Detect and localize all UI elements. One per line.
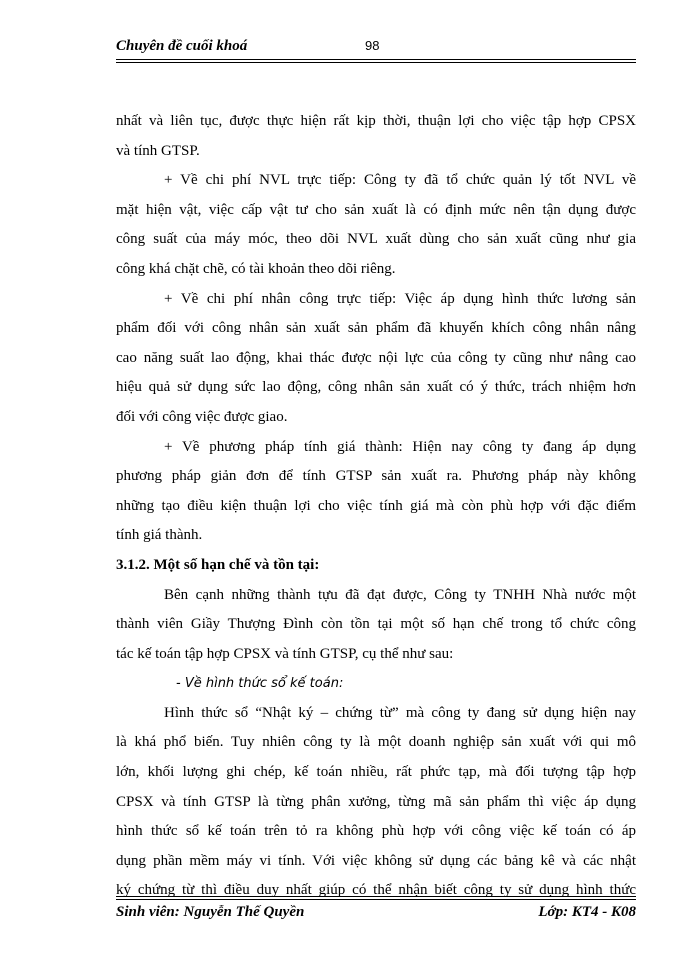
text-line: phẩm đối với công nhân sản xuất sản phẩm đã khuyến khích công nhân nâng [116,320,636,337]
text-line: dụng phần mềm máy vi tính. Với việc không sử dụng các bảng kê và các nhật [116,852,636,869]
class-code: Lớp: KT4 - K08 [538,904,636,920]
section-heading: 3.1.2. Một số hạn chế và tồn tại: [116,556,320,573]
text-line: phương pháp giản đơn để tính GTSP sản xuất ra. Phương pháp này không [116,468,636,485]
text-line: là khá phổ biến. Tuy nhiên công ty là một doanh nghiệp sản xuất với qui mô [116,734,636,751]
footer-divider [116,896,636,900]
text-line: Hình thức sổ “Nhật ký – chứng từ” mà công ty đang sử dụng hiện nay [164,704,636,721]
text-line: và tính GTSP. [116,142,200,159]
header-divider [116,59,636,63]
text-line: + Về chi phí nhân công trực tiếp: Việc áp dụng hình thức lương sản [164,290,636,307]
text-line: cao năng suất lao động, khai thác được nội lực của công ty cũng như nâng cao [116,349,636,366]
document-title: Chuyên đề cuối khoá [116,38,248,54]
text-line: + Về chi phí NVL trực tiếp: Công ty đã tổ chức quản lý tốt NVL về [164,172,636,189]
subsection-heading: - Về hình thức sổ kế toán: [176,676,344,692]
text-line: thành viên Giầy Thượng Đình còn tồn tại một số hạn chế trong tổ chức công [116,616,636,633]
page-number: 98 [365,38,380,53]
text-line: những tạo điều kiện thuận lợi cho việc tính giá mà còn phù hợp với đặc điểm [116,497,636,514]
text-line: lớn, khối lượng ghi chép, kế toán nhiều, rất phức tạp, mà đối tượng tập hợp [116,764,636,781]
text-line: nhất và liên tục, được thực hiện rất kịp thời, thuận lợi cho việc tập hợp CPSX [116,113,636,129]
text-line: Bên cạnh những thành tựu đã đạt được, Công ty TNHH Nhà nước một [164,586,636,603]
text-line: tác kế toán tập hợp CPSX và tính GTSP, cụ thể như sau: [116,645,454,662]
text-line: mặt hiện vật, việc cấp vật tư cho sản xuất là có định mức nên tận dụng được [116,201,636,218]
text-line: hình thức sổ kế toán trên tỏ ra không phù hợp với công việc kế toán có áp [116,823,636,840]
text-line: hiệu quả sử dụng sức lao động, công nhân sản xuất có ý thức, trách nhiệm hơn [116,379,636,396]
page-body [116,107,636,906]
text-line: đối với công việc được giao. [116,408,288,425]
text-line: công suất của máy móc, theo dõi NVL xuất dùng cho sản xuất cũng như gia [116,231,636,248]
text-line: công khá chặt chẽ, có tài khoản theo dõi riêng. [116,260,396,277]
text-line: tính giá thành. [116,527,203,544]
student-name: Sinh viên: Nguyễn Thế Quyền [116,904,305,920]
text-line: ký chứng từ thì điều duy nhất giúp có thể nhận biết công ty sử dụng hình thức [116,882,636,899]
text-line: + Về phương pháp tính giá thành: Hiện nay công ty đang áp dụng [164,438,636,455]
text-line: CPSX và tính GTSP là từng phân xưởng, từng mã sản phẩm thì việc áp dụng [116,793,636,810]
page-footer [116,904,636,926]
